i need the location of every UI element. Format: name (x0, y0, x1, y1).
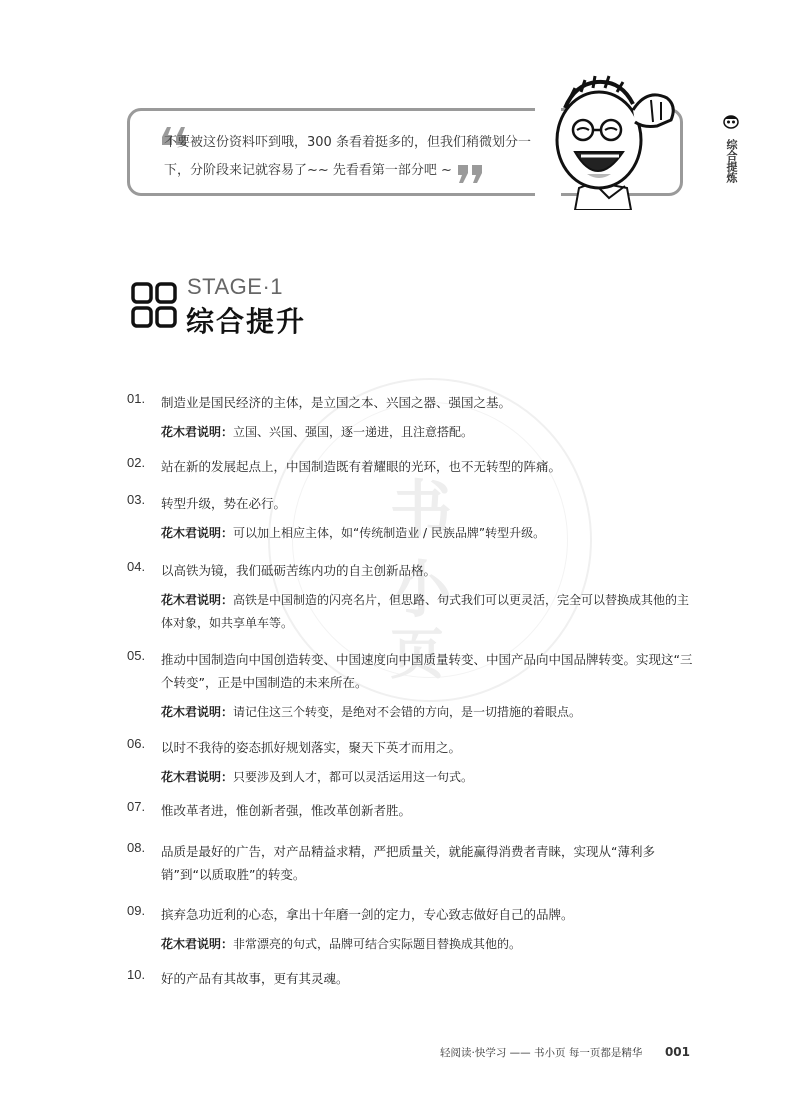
item-note (161, 421, 697, 444)
list-item (127, 492, 697, 545)
item-note (161, 766, 697, 789)
item-text: 制造业是国民经济的主体，是立国之本、兴国之器、强国之基。 (161, 395, 512, 410)
page-footer (440, 1045, 690, 1060)
item-text: 推动中国制造向中国创造转变、中国速度向中国质量转变、中国产品向中国品牌转变。实现这“三个转变”，正是中国制造的未来所在。 (161, 652, 693, 690)
note-text: 请记住这三个转变，是绝对不会错的方向，是一切措施的着眼点。 (233, 705, 582, 719)
list-item (127, 967, 697, 990)
note-text: 立国、兴国、强国，逐一递进，且注意搭配。 (233, 425, 474, 439)
item-text: 以时不我待的姿态抓好规划落实，聚天下英才而用之。 (161, 740, 462, 755)
item-number: 02. (127, 455, 146, 470)
item-note (161, 589, 697, 635)
item-note (161, 522, 697, 545)
stage-title: 综合提升 (186, 305, 307, 338)
page-number: 001 (664, 1045, 690, 1059)
item-number: 07. (127, 799, 146, 814)
speech-text: 不要被这份资料吓到哦，300 条看着挺多的，但我们稍微划分一下，分阶段来记就容易了~~ 先看看第一部分吧 ~ (164, 135, 531, 178)
item-text: 站在新的发展起点上，中国制造既有着耀眼的光环，也不无转型的阵痛。 (161, 459, 562, 474)
item-number: 06. (127, 736, 146, 751)
item-text: 转型升级，势在必行。 (161, 496, 287, 511)
list-item (127, 903, 697, 956)
item-number: 03. (127, 492, 146, 507)
note-label: 花木君说明： (161, 593, 234, 607)
list-item (127, 455, 697, 478)
note-label: 花木君说明： (161, 937, 234, 951)
list-item (127, 559, 697, 635)
note-label: 花木君说明： (161, 770, 234, 784)
note-text: 高铁是中国制造的闪亮名片，但思路、句式我们可以更灵活，完全可以替换成其他的主体对象，如共享单车等。 (161, 593, 690, 630)
item-number: 04. (127, 559, 146, 574)
watermark-seal: 书 小 页 (268, 378, 592, 702)
side-tab-label: 综合提炼 (725, 139, 738, 183)
item-number: 08. (127, 840, 146, 855)
item-text: 品质是最好的广告，对产品精益求精，严把质量关，就能赢得消费者青睐，实现从“薄利多销”到“以质取胜”的转变。 (161, 844, 655, 882)
list-item (127, 391, 697, 444)
note-text: 非常漂亮的句式，品牌可结合实际题目替换成其他的。 (233, 937, 522, 951)
list-item (127, 648, 697, 724)
item-note (161, 933, 697, 956)
list-item (127, 799, 697, 822)
note-label: 花木君说明： (161, 705, 234, 719)
item-text: 以高铁为镜，我们砥砺苦练内功的自主创新品格。 (161, 563, 437, 578)
mascot-head-icon (722, 113, 740, 129)
note-label: 花木君说明： (161, 425, 234, 439)
list-item (127, 736, 697, 789)
side-tab[interactable] (720, 113, 742, 183)
mascot-illustration (535, 70, 695, 210)
list-item (127, 840, 697, 886)
item-text: 好的产品有其故事，更有其灵魂。 (161, 971, 349, 986)
note-text: 只要涉及到人才，都可以灵活运用这一句式。 (233, 770, 474, 784)
item-number: 09. (127, 903, 146, 918)
item-number: 05. (127, 648, 146, 663)
item-note (161, 701, 697, 724)
footer-text: 轻阅读·快学习 —— 书小页 每一页都是精华 (440, 1047, 643, 1059)
note-label: 花木君说明： (161, 526, 234, 540)
item-text: 惟改革者进，惟创新者强，惟改革创新者胜。 (161, 803, 412, 818)
stage-label: STAGE·1 (187, 274, 284, 299)
item-text: 摈弃急功近利的心态，拿出十年磨一剑的定力，专心致志做好自己的品牌。 (161, 907, 574, 922)
item-number: 10. (127, 967, 146, 982)
item-number: 01. (127, 391, 146, 406)
close-quote-icon (456, 163, 486, 185)
four-squares-icon (131, 282, 177, 328)
note-text: 可以加上相应主体，如“传统制造业 / 民族品牌”转型升级。 (233, 526, 546, 540)
